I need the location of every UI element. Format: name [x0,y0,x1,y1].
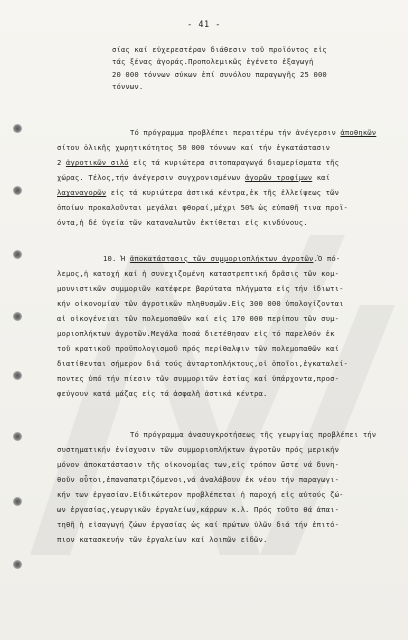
text-line: κήν των ἐργασίαν.Εἰδικώτερον προβλέπεται ἡ παροχή εἰς αὐτούς ζώ- [57,490,344,499]
text-line: ὁποίων προκαλοῦνται μεγάλαι φθοραί,μέχρι 50% ὡς εὐπαθῆ τινα προϊ- [57,203,349,212]
page-number: - 41 - [187,20,221,30]
text-line: Τό πρόγραμμα ἀνασυγκροτήσεως τῆς γεωργίας προβλέπει τήν [130,430,377,439]
text-line: κήν οἰκονομίαν τῶν ἀγροτικῶν πληθυσμῶν.Εἰς 300 000 ὑπολογίζονται [57,299,344,308]
punch-hole-mark [13,124,22,133]
text-line: τοῦ κρατικοῦ προϋπολογισμοῦ πρός περίθαλψιν τῶν πολεμοπαθῶν καί [57,344,340,353]
punch-hole-mark [13,250,22,259]
text-line: μοριοπλήκτων ἀγροτῶν.Μεγάλα ποσά διετέθησαν εἰς τό παρελθόν ἐκ [57,329,335,338]
text-line: ποντες ὑπό τήν πίεσιν τῶν συμμοριτῶν ἑστίας καί ὑπάρχοντα,προσ- [57,374,340,383]
text-line: χώρας. Τέλος,τήν ἀνέγερσιν συγχρονισμένων ἀγορῶν τροφίμων καί [57,173,331,182]
punch-hole-mark [13,497,22,506]
punch-hole-mark [13,560,22,569]
text-line: 2 ἀγροτικῶν σιλό εἰς τά κυριώτερα σιτοπαραγωγά διαμερίσματα τῆς [57,158,340,167]
text-line: λαχαναγορῶν εἰς τά κυριώτερα ἀστικά κέντρα,ἐκ τῆς ἐλλείψεως τῶν [57,188,340,197]
text-line: τόννων. [112,82,144,91]
punch-hole-mark [13,371,22,380]
punch-hole-mark [13,186,22,195]
text-line: σίας καί εὐχερεστέραν διάθεσιν τοῦ προϊόντος εἰς [112,45,327,54]
text-line: ων ἐργασίας,γεωργικῶν ἐργαλείων,κάρρων κ.λ. Πρός τοῦτο θά ἀπαι- [57,505,340,514]
text-line: τηθῆ ἡ εἰσαγωγή ζώων ἐργασίας ὡς καί πρώτων ὑλῶν διά τήν ἐπιτό- [57,520,340,529]
text-line: πιον κατασκευήν τῶν ἐργαλείων καί λοιπῶν εἰδῶν. [57,535,268,544]
text-line: τάς ξένας ἀγοράς.Προπολεμικῶς ἐγένετο ἐξαγωγή [112,57,314,66]
text-line: λεμος,ἡ κατοχή καί ἡ συνεχιζομένη καταστρεπτική δρᾶσις τῶν κομ- [57,269,340,278]
punch-hole-mark [13,432,22,441]
text-line: διατίθενται σήμερον διά τούς ἀνταρτοπλήκτους,οἱ ὁποῖοι,ἐγκαταλεί- [57,359,349,368]
text-line: συστηματικήν ἐνίσχυσιν τῶν συμμοριοπλήκτων ἀγροτῶν πρός μερικήν [57,445,340,454]
text-line: Τό πρόγραμμα προβλέπει περαιτέρω τήν ἀνέγερσιν ἀποθηκῶν [130,128,377,137]
text-line: 20 000 τόννων σύκων ἐπί συνόλου παραγωγῆς 25 000 [112,70,327,79]
text-line: όντα,ἡ δέ ὑγεία τῶν καταναλωτῶν ἐκτίθεται εἰς κινδύνους. [57,218,308,227]
text-line: αἱ οἰκογένειαι τῶν πολεμοπαθῶν καί εἰς 170 000 περίπου τῶν συμ- [57,314,340,323]
text-line: 10. Ἡ ἀποκατάστασις τῶν συμμοριοπλήκτων ἀγροτῶν.Ὁ πό- [103,254,341,263]
text-line: φεύγουν κατά μάζας εἰς τά ἀσφαλῆ ἀστικά κέντρα. [57,389,268,398]
punch-hole-mark [13,312,22,321]
text-line: μόνον ἀποκατάστασιν τῆς οἰκονομίας των,εἰς τρόπον ὥστε νά δυνη- [57,460,340,469]
text-line: μουνιστικῶν συμμοριῶν κατέφερε βαρύτατα πλήγματα εἰς τήν ἰδιωτι- [57,284,344,293]
text-line: σίτου ὁλικῆς χωρητικότητος 50 000 τόννων καί τήν ἐγκατάστασιν [57,143,331,152]
text-line: θοῦν οὗτοι,ἐπαναπατριζόμενοι,νά ἀναλάβουν ἐκ νέου τήν παραγωγι- [57,475,340,484]
